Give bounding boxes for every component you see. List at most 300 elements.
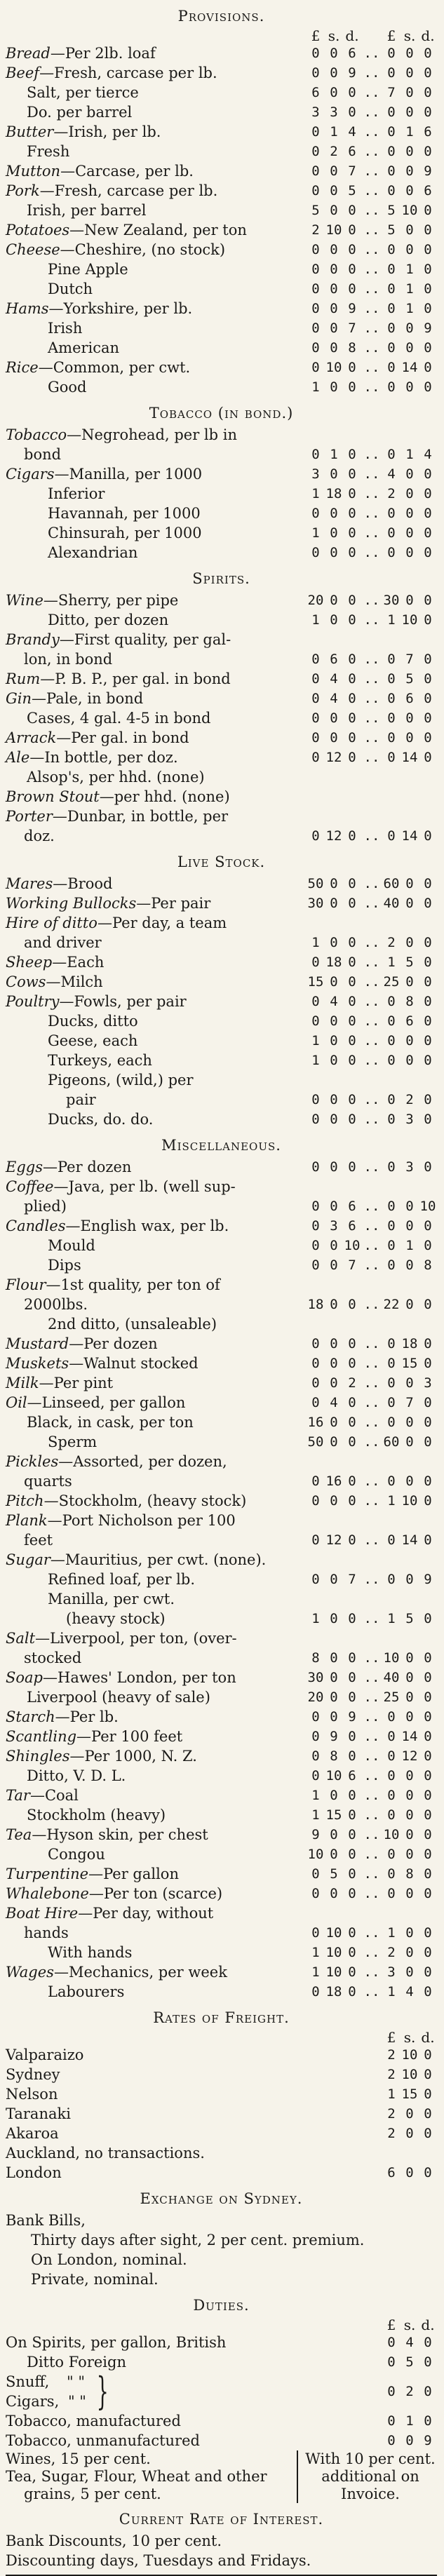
price-range-separator: .. bbox=[363, 1092, 380, 1107]
price-high: 0 bbox=[405, 85, 414, 100]
price-low: 9 bbox=[330, 1729, 338, 1744]
duty-values: 0 4 0 bbox=[387, 2335, 432, 2350]
price-high: 14 bbox=[401, 1532, 418, 1548]
item-prices bbox=[307, 748, 437, 767]
item-description bbox=[6, 2104, 382, 2124]
item-description bbox=[6, 1314, 437, 1334]
price-low: 10 bbox=[325, 1964, 342, 1980]
item-description bbox=[6, 992, 307, 1011]
price-low: 0 bbox=[348, 1474, 356, 1489]
misc-row bbox=[6, 1432, 437, 1452]
item-text: Mould bbox=[48, 1237, 95, 1254]
item-label: Cheese bbox=[6, 241, 60, 258]
duty-bracket-group bbox=[6, 2369, 437, 2413]
price-low: 0 bbox=[348, 1395, 356, 1410]
item-description bbox=[6, 1373, 307, 1393]
item-text: —Common, per cwt. bbox=[38, 359, 191, 376]
price-high: 4 bbox=[387, 466, 396, 482]
price-high: 6 bbox=[405, 691, 414, 706]
freight-row bbox=[6, 2124, 437, 2143]
item-prices bbox=[382, 2084, 437, 2104]
item-prices bbox=[307, 1609, 437, 1628]
item-description bbox=[6, 1255, 307, 1275]
item-text: —Assorted, per dozen, bbox=[58, 1453, 227, 1470]
misc-row bbox=[6, 1884, 437, 1903]
price-low: 0 bbox=[311, 321, 320, 336]
price-range-separator: .. bbox=[363, 1866, 380, 1882]
item-description bbox=[6, 591, 307, 610]
item-text: Cases, 4 gal. 4-5 in bond bbox=[27, 710, 211, 727]
price-high: 1 bbox=[405, 447, 414, 462]
item-prices bbox=[307, 591, 437, 610]
item-text: Dutch bbox=[48, 281, 93, 297]
item-label: Whalebone bbox=[6, 1885, 89, 1902]
price-high: 0 bbox=[424, 1159, 432, 1175]
item-text: —Sherry, per pipe bbox=[43, 592, 179, 609]
item-label: Boat Hire bbox=[6, 1905, 79, 1922]
price-high: 0 bbox=[387, 301, 396, 316]
freight-row bbox=[6, 2104, 437, 2124]
price-high: 2 bbox=[387, 935, 396, 950]
provisions-row bbox=[6, 83, 437, 102]
item-description bbox=[6, 1884, 307, 1903]
item-description bbox=[6, 523, 307, 543]
price-low: 4 bbox=[330, 671, 338, 687]
price-low: 0 bbox=[311, 1572, 320, 1587]
price-low: 4 bbox=[330, 691, 338, 706]
item-text: Turkeys, each bbox=[48, 1052, 152, 1069]
price-high: 2 bbox=[387, 1945, 396, 1960]
price-high: 0 bbox=[387, 671, 396, 687]
price-low: 4 bbox=[348, 124, 356, 140]
item-label: Cows bbox=[6, 973, 46, 990]
price-low: 0 bbox=[348, 593, 356, 608]
provisions-row bbox=[6, 259, 437, 279]
price-low: 0 bbox=[348, 828, 356, 844]
item-description bbox=[6, 83, 307, 102]
item-text: —Per dozen bbox=[69, 1335, 158, 1352]
miscellaneous-list bbox=[6, 1157, 437, 2002]
price-high: 0 bbox=[387, 1218, 396, 1234]
price-high: 0 bbox=[387, 104, 396, 120]
price-high: 1 bbox=[405, 281, 414, 297]
price-low: 6 bbox=[348, 1218, 356, 1234]
price-high: 30 bbox=[383, 593, 400, 608]
price-range-separator: .. bbox=[363, 1748, 380, 1764]
item-description bbox=[6, 1275, 307, 1314]
price-high: 0 bbox=[405, 183, 414, 198]
price-low: 0 bbox=[330, 1611, 338, 1626]
price-high: 0 bbox=[405, 710, 414, 726]
section-title-spirits: Spirits. bbox=[192, 570, 250, 587]
item-text: Havannah, per 1000 bbox=[48, 505, 201, 522]
price-low: 2 bbox=[387, 2047, 396, 2063]
price-low: 10 bbox=[325, 222, 342, 238]
price-range-separator: .. bbox=[363, 1827, 380, 1842]
price-range-separator: .. bbox=[363, 974, 380, 990]
item-description bbox=[6, 1432, 307, 1452]
price-high: 0 bbox=[424, 935, 432, 950]
item-description bbox=[6, 1786, 307, 1805]
item-description bbox=[6, 893, 307, 913]
price-range-separator: .. bbox=[363, 242, 380, 257]
item-prices bbox=[307, 893, 437, 913]
freight-row bbox=[6, 2163, 437, 2183]
provisions-row bbox=[6, 318, 437, 338]
price-range-separator: .. bbox=[363, 612, 380, 628]
price-high: 0 bbox=[405, 1709, 414, 1725]
price-high: 0 bbox=[424, 1238, 432, 1253]
price-low: 0 bbox=[348, 750, 356, 765]
item-description bbox=[6, 1864, 307, 1884]
price-high: 0 bbox=[405, 486, 414, 501]
item-prices bbox=[382, 2065, 437, 2084]
item-prices bbox=[382, 2124, 437, 2143]
item-label: Poultry bbox=[6, 993, 60, 1010]
price-low: 0 bbox=[348, 994, 356, 1009]
price-range-separator: .. bbox=[363, 281, 380, 297]
price-low: 9 bbox=[348, 301, 356, 316]
price-high: 0 bbox=[424, 1336, 432, 1351]
price-low: 0 bbox=[330, 85, 338, 100]
price-low: 0 bbox=[348, 281, 356, 297]
item-prices bbox=[307, 933, 437, 952]
price-high: 0 bbox=[424, 593, 432, 608]
price-low: 0 bbox=[330, 1788, 338, 1803]
price-high: 12 bbox=[401, 1748, 418, 1764]
item-prices bbox=[307, 992, 437, 1011]
section-title-provisions: Provisions. bbox=[177, 8, 265, 25]
item-text: Nelson bbox=[6, 2086, 58, 2103]
item-text: Ditto, V. D. L. bbox=[27, 1767, 126, 1784]
price-high: 40 bbox=[383, 896, 400, 911]
price-high: 6 bbox=[424, 183, 432, 198]
item-description bbox=[6, 1216, 307, 1236]
provisions-row bbox=[6, 142, 437, 161]
tobacco-row bbox=[6, 504, 437, 523]
item-label: Turpentine bbox=[6, 1866, 89, 1882]
price-high: 6 bbox=[405, 1013, 414, 1029]
item-description bbox=[6, 1845, 307, 1864]
tobacco-row bbox=[6, 484, 437, 504]
price-low: 0 bbox=[348, 1945, 356, 1960]
item-description bbox=[6, 1668, 307, 1687]
item-text: —Fresh, carcase per lb. bbox=[39, 182, 218, 199]
item-label: Scantling bbox=[6, 1728, 77, 1745]
price-high: 0 bbox=[405, 379, 414, 395]
item-text: —Per dozen bbox=[43, 1159, 132, 1175]
price-low: 0 bbox=[330, 281, 338, 297]
item-prices bbox=[307, 1491, 437, 1511]
price-range-separator: .. bbox=[363, 1199, 380, 1214]
price-low: 0 bbox=[348, 379, 356, 395]
item-text: —Fowls, per pair bbox=[59, 993, 187, 1010]
price-high: 0 bbox=[387, 652, 396, 667]
item-label: Brown Stout bbox=[6, 788, 100, 805]
duty-row bbox=[6, 2431, 437, 2450]
price-range-separator: .. bbox=[363, 994, 380, 1009]
item-prices bbox=[307, 220, 437, 240]
item-label: Oil bbox=[6, 1394, 27, 1411]
price-low: 9 bbox=[348, 1709, 356, 1725]
item-prices bbox=[307, 1746, 437, 1766]
price-low: 1 bbox=[311, 1611, 320, 1626]
item-description bbox=[6, 1943, 307, 1962]
price-low: 5 bbox=[330, 1866, 338, 1882]
price-low: 30 bbox=[307, 896, 324, 911]
price-high: 0 bbox=[424, 1493, 432, 1509]
price-high: 0 bbox=[424, 1013, 432, 1029]
item-text: Irish, per barrel bbox=[27, 202, 147, 219]
price-high: 0 bbox=[387, 46, 396, 61]
price-low: 3 bbox=[311, 104, 320, 120]
price-high: 1 bbox=[387, 612, 396, 628]
price-low: 0 bbox=[348, 1964, 356, 1980]
item-description bbox=[6, 1011, 307, 1031]
provisions-row bbox=[6, 299, 437, 318]
price-low: 0 bbox=[348, 876, 356, 891]
item-description bbox=[6, 279, 307, 299]
item-prices bbox=[307, 1216, 437, 1236]
price-range-separator: .. bbox=[363, 85, 380, 100]
item-description bbox=[6, 1157, 307, 1177]
misc-row bbox=[6, 1825, 437, 1845]
item-text: —Coal bbox=[29, 1787, 79, 1804]
item-prices bbox=[307, 1471, 437, 1491]
price-low: 0 bbox=[330, 1013, 338, 1029]
price-high: 0 bbox=[387, 506, 396, 521]
item-text: Pine Apple bbox=[48, 261, 128, 278]
price-low: 0 bbox=[348, 506, 356, 521]
item-text: With hands bbox=[48, 1944, 133, 1961]
price-high: 0 bbox=[387, 1092, 396, 1107]
duty-label: Snuff, " " bbox=[6, 2373, 85, 2390]
item-prices bbox=[307, 1530, 437, 1550]
item-label: Rum bbox=[6, 670, 41, 687]
item-prices bbox=[307, 299, 437, 318]
price-range-separator: .. bbox=[363, 896, 380, 911]
price-low: 0 bbox=[311, 828, 320, 844]
price-low: 0 bbox=[311, 1112, 320, 1127]
item-description bbox=[6, 669, 307, 689]
price-range-separator: .. bbox=[363, 1159, 380, 1175]
price-low: 6 bbox=[348, 144, 356, 159]
item-prices bbox=[307, 1354, 437, 1373]
price-low: 0 bbox=[330, 340, 338, 356]
item-text: —Milch bbox=[46, 973, 103, 990]
price-low: 0 bbox=[330, 1356, 338, 1371]
misc-row bbox=[6, 1354, 437, 1373]
price-high: 0 bbox=[387, 1415, 396, 1430]
price-high: 0 bbox=[424, 994, 432, 1009]
price-high: 15 bbox=[401, 1356, 418, 1371]
price-low: 15 bbox=[401, 2086, 418, 2102]
price-high: 0 bbox=[424, 1112, 432, 1127]
item-text: Chinsurah, per 1000 bbox=[48, 525, 202, 541]
price-high: 0 bbox=[405, 222, 414, 238]
item-description bbox=[6, 2163, 382, 2183]
price-low: 0 bbox=[348, 730, 356, 746]
price-high: 0 bbox=[387, 340, 396, 356]
price-low: 0 bbox=[348, 1356, 356, 1371]
price-high: 40 bbox=[383, 1670, 400, 1685]
item-text: Black, in cask, per ton bbox=[27, 1414, 194, 1431]
price-low: 0 bbox=[311, 1159, 320, 1175]
price-high: 0 bbox=[387, 321, 396, 336]
price-low: 0 bbox=[348, 612, 356, 628]
exchange-line: Thirty days after sight, 2 per cent. premium. bbox=[31, 2232, 365, 2248]
price-low: 0 bbox=[348, 104, 356, 120]
item-description bbox=[6, 299, 307, 318]
item-prices bbox=[307, 523, 437, 543]
item-prices bbox=[307, 1255, 437, 1275]
price-low: 0 bbox=[330, 1297, 338, 1312]
price-low: 0 bbox=[311, 1238, 320, 1253]
price-high: 1 bbox=[387, 1984, 396, 2000]
duties-notes-right: With 10 per cent. additional on Invoice. bbox=[297, 2450, 437, 2503]
price-range-separator: .. bbox=[363, 1013, 380, 1029]
price-low: 0 bbox=[330, 710, 338, 726]
misc-row bbox=[6, 1314, 437, 1334]
item-text: —Carcase, per lb. bbox=[60, 163, 194, 180]
price-low: 16 bbox=[307, 1415, 324, 1430]
price-low: 0 bbox=[330, 466, 338, 482]
ditto-mark: " " bbox=[67, 2393, 86, 2410]
item-text: —Per pint bbox=[39, 1375, 114, 1391]
provisions-row bbox=[6, 377, 437, 397]
price-low: 0 bbox=[348, 1336, 356, 1351]
price-high: 0 bbox=[424, 262, 432, 277]
price-high: 0 bbox=[424, 1356, 432, 1371]
price-low: 7 bbox=[348, 163, 356, 179]
item-description bbox=[6, 1707, 307, 1727]
price-low: 0 bbox=[311, 1984, 320, 2000]
price-high: 0 bbox=[387, 1112, 396, 1127]
section-title-tobacco: Tobacco (in bond.) bbox=[149, 405, 294, 422]
item-text: Auckland, no transactions. bbox=[6, 2145, 205, 2162]
item-text: Ditto, per dozen bbox=[48, 612, 169, 628]
price-high: 0 bbox=[424, 1729, 432, 1744]
item-prices bbox=[307, 83, 437, 102]
price-low: 0 bbox=[348, 1670, 356, 1685]
item-label: Beef bbox=[6, 65, 40, 81]
freight-column-headers: £ s. d. bbox=[386, 2029, 435, 2046]
price-high: 0 bbox=[405, 876, 414, 891]
item-prices bbox=[307, 1373, 437, 1393]
price-range-separator: .. bbox=[363, 545, 380, 560]
price-high: 0 bbox=[424, 203, 432, 218]
item-prices bbox=[307, 1982, 437, 2002]
duty-label: Ditto Foreign bbox=[27, 2354, 126, 2371]
item-label: Muskets bbox=[6, 1355, 69, 1372]
price-range-separator: .. bbox=[363, 1886, 380, 1901]
price-low: 0 bbox=[330, 1159, 338, 1175]
price-range-separator: .. bbox=[363, 506, 380, 521]
provisions-row bbox=[6, 63, 437, 83]
price-high: 1 bbox=[405, 262, 414, 277]
price-range-separator: .. bbox=[363, 1532, 380, 1548]
price-low: 10 bbox=[401, 2067, 418, 2082]
item-prices bbox=[307, 1962, 437, 1982]
price-high: 2 bbox=[387, 486, 396, 501]
item-label: Coffee bbox=[6, 1178, 54, 1195]
price-low: 18 bbox=[325, 1984, 342, 2000]
price-range-separator: .. bbox=[363, 203, 380, 218]
live-stock-row bbox=[6, 992, 437, 1011]
price-range-separator: .. bbox=[363, 1238, 380, 1253]
price-low: 0 bbox=[348, 1650, 356, 1666]
item-description bbox=[6, 161, 307, 181]
price-high: 0 bbox=[405, 1033, 414, 1048]
price-high: 0 bbox=[424, 974, 432, 990]
tobacco-list bbox=[6, 425, 437, 562]
price-high: 0 bbox=[424, 379, 432, 395]
item-description bbox=[6, 240, 307, 259]
price-low: 0 bbox=[330, 876, 338, 891]
price-low: 0 bbox=[348, 222, 356, 238]
item-description bbox=[6, 630, 307, 669]
price-low: 2 bbox=[311, 222, 320, 238]
price-high: 10 bbox=[419, 1199, 436, 1214]
item-description bbox=[6, 425, 307, 464]
item-text: —Stockholm, (heavy stock) bbox=[43, 1492, 247, 1509]
price-low: 0 bbox=[311, 710, 320, 726]
price-low: 0 bbox=[330, 525, 338, 541]
price-low: 0 bbox=[348, 360, 356, 375]
item-label: Ale bbox=[6, 749, 30, 766]
provisions-row bbox=[6, 338, 437, 358]
price-high: 10 bbox=[401, 203, 418, 218]
item-text: —Per gal. in bond bbox=[56, 729, 189, 746]
price-high: 0 bbox=[405, 545, 414, 560]
item-description bbox=[6, 2084, 382, 2104]
price-low: 0 bbox=[330, 1572, 338, 1587]
item-description bbox=[6, 1825, 307, 1845]
item-description bbox=[6, 874, 307, 893]
item-prices bbox=[307, 43, 437, 63]
misc-row bbox=[6, 1687, 437, 1707]
price-high: 14 bbox=[401, 360, 418, 375]
price-high: 0 bbox=[387, 1336, 396, 1351]
item-prices bbox=[307, 1090, 437, 1110]
price-low: 1 bbox=[311, 1788, 320, 1803]
price-range-separator: .. bbox=[363, 1572, 380, 1587]
price-high: 8 bbox=[424, 1257, 432, 1273]
price-range-separator: .. bbox=[363, 1788, 380, 1803]
item-prices bbox=[307, 259, 437, 279]
item-text: —Cheshire, (no stock) bbox=[60, 241, 226, 258]
misc-row bbox=[6, 1177, 437, 1216]
price-low: 1 bbox=[387, 2086, 396, 2102]
price-high: 0 bbox=[424, 1532, 432, 1548]
price-high: 5 bbox=[405, 1611, 414, 1626]
price-low: 0 bbox=[311, 1925, 320, 1941]
item-description bbox=[6, 220, 307, 240]
price-high: 0 bbox=[424, 691, 432, 706]
spirits-row bbox=[6, 689, 437, 708]
price-low: 10 bbox=[344, 1238, 361, 1253]
price-low: 0 bbox=[348, 525, 356, 541]
exchange-line: Private, nominal. bbox=[31, 2271, 159, 2288]
misc-row bbox=[6, 1412, 437, 1432]
item-text-continued: quarts bbox=[24, 1473, 72, 1490]
spirits-row bbox=[6, 807, 437, 846]
price-range-separator: .. bbox=[363, 379, 380, 395]
price-high: 0 bbox=[405, 163, 414, 179]
price-low: 1 bbox=[311, 1053, 320, 1068]
item-prices bbox=[307, 1648, 437, 1668]
item-label: Pitch bbox=[6, 1492, 44, 1509]
